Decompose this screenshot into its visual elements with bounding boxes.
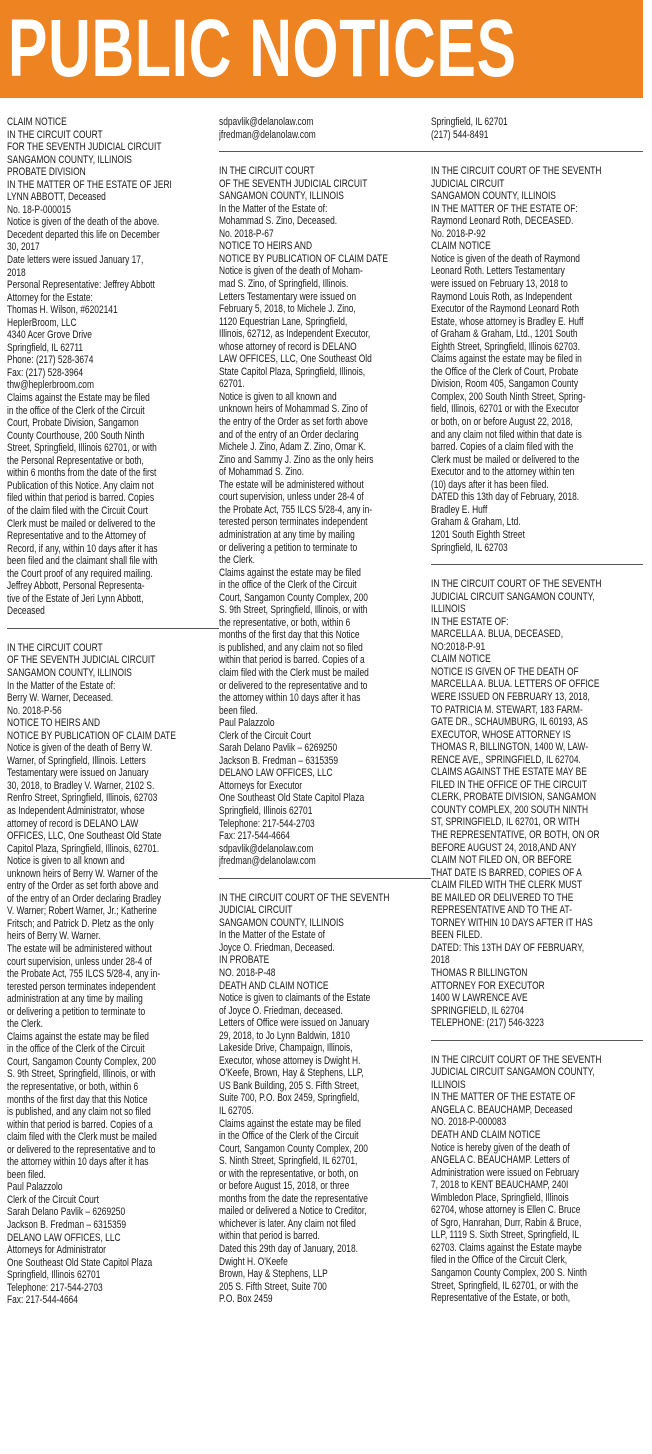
notice-line: ANGELA C. BEAUCHAMP. Letters of (431, 1154, 570, 1167)
notice-line: within that period is barred. Copies of a (219, 654, 365, 667)
notice-block (219, 165, 431, 879)
notice-column-3 (431, 116, 643, 1451)
notice-line: Claims against the estate may be filed (7, 1030, 149, 1043)
notice-line: Joyce O. Friedman, Deceased. (219, 941, 335, 954)
notice-line: DATED: This 13TH DAY OF FEBRUARY, (431, 941, 585, 954)
notice-line: NOTICE IS GIVEN OF THE DEATH OF (431, 665, 579, 678)
notice-line: claim filed with the Clerk must be mailed (219, 666, 369, 679)
notice-line: V. Warner; Robert Warner, Jr.; Katherine (7, 905, 157, 918)
notice-line: IN THE CIRCUIT COURT OF THE SEVENTH (219, 891, 390, 904)
notice-line: 1120 Equestrian Lane, Springfield, (219, 315, 348, 328)
notice-line: sdpavlik@delanolaw.com (219, 842, 314, 855)
notice-line: the representative, or both, within 6 (219, 616, 351, 629)
notice-line: Capitol Plaza, Springfield, Illinois, 62701. (7, 842, 160, 855)
notice-block (7, 642, 219, 1317)
notice-line: Division, Room 405, Sangamon County (431, 378, 579, 391)
notice-line: No. 18-P-000015 (7, 203, 71, 216)
notice-line: the Court proof of any required mailing. (7, 567, 153, 580)
notice-block (7, 116, 219, 629)
notice-line: IN THE ESTATE OF: (431, 615, 509, 628)
notice-line: NOTICE BY PUBLICATION OF CLAIM DATE (7, 729, 176, 742)
notice-line: OFFICES, LLC, One Southeast Old State (7, 830, 162, 843)
notice-line: ATTORNEY FOR EXECUTOR (431, 979, 545, 992)
notice-line: 2018 (7, 266, 26, 279)
notice-line: Notice is given of the death of the above. (7, 216, 160, 229)
notice-line: Raymond Louis Roth, as Independent (431, 290, 573, 303)
notice-line: Wimbledon Place, Springfield, Illinois (431, 1191, 569, 1204)
notice-line: LLP, 1119 S. Sixth Street, Springfield, IL (431, 1229, 579, 1242)
notice-line: 62703. Claims against the Estate maybe (431, 1241, 582, 1254)
notice-line: Paul Palazzolo (219, 717, 275, 730)
notice-line: In the Matter of the Estate of (219, 929, 325, 942)
notice-line: and of the entry of an Order declaring (219, 428, 359, 441)
notice-block (431, 578, 643, 1041)
notice-line: BEEN FILED. (431, 929, 483, 942)
notice-line: the attorney within 10 days after it has (7, 1156, 149, 1169)
notice-line: (10) days after it has been filed. (431, 478, 549, 491)
notice-line: REPRESENTATIVE AND TO THE AT- (431, 904, 572, 917)
notice-line: Representative and to the Attorney of (7, 530, 146, 543)
notice-line: LYNN ABBOTT, Deceased (7, 191, 106, 204)
notice-line: or both, on or before August 22, 2018, (431, 416, 573, 429)
notice-line: Sarah Delano Pavlik – 6269250 (219, 742, 338, 755)
notice-line: BE MAILED OR DELIVERED TO THE (431, 891, 574, 904)
notice-line: JUDICIAL CIRCUIT (431, 177, 505, 190)
notice-column-2 (219, 116, 431, 1451)
notice-line: 1400 W LAWRENCE AVE (431, 992, 528, 1005)
notice-line: TELEPHONE: (217) 546-3223 (431, 1017, 544, 1030)
notice-line: court supervision, unless under 28-4 of (219, 491, 364, 504)
notice-line: NOTICE TO HEIRS AND (7, 717, 101, 730)
notice-line: JUDICIAL CIRCUIT SANGAMON COUNTY, (431, 590, 595, 603)
notice-line: whose attorney of record is DELANO (219, 340, 357, 353)
notice-line: Claims against the estate may be filed (219, 566, 361, 579)
notice-line: County Courthouse, 200 South Ninth (7, 429, 145, 442)
notice-line: Complex, 200 South Ninth Street, Spring- (431, 390, 586, 403)
notice-line: is published, and any claim not so filed (219, 641, 363, 654)
notice-line: been filed. (7, 1168, 46, 1181)
notice-line: WERE ISSUED ON FEBRUARY 13, 2018, (431, 690, 590, 703)
notice-line: of Graham & Graham, Ltd., 1201 South (431, 328, 578, 341)
notice-line: In the Matter of the Estate of: (219, 202, 328, 215)
notice-line: (217) 544-8491 (431, 128, 489, 141)
notice-line: THOMAS R BILLINGTON (431, 967, 528, 979)
notice-line: 29, 2018, to Jo Lynn Baldwin, 1810 (219, 1029, 350, 1042)
notice-line: is published, and any claim not so filed (7, 1106, 151, 1119)
notice-line: Berry W. Warner, Deceased. (7, 692, 114, 705)
notice-line: of Joyce O. Friedman, deceased. (219, 1004, 343, 1017)
notice-line: mailed or delivered a Notice to Creditor, (219, 1205, 367, 1218)
notice-line: NO:2018-P-91 (431, 640, 486, 653)
notice-line: of the claim filed with the Circuit Court (7, 504, 148, 517)
notice-line: Notice is hereby given of the death of (431, 1141, 570, 1154)
notice-line: court supervision, unless under 28-4 of (7, 955, 152, 968)
notice-line: the attorney within 10 days after it has (219, 692, 361, 705)
notice-line: OF THE SEVENTH JUDICIAL CIRCUIT (219, 177, 368, 190)
notice-line: Springfield, IL 62703 (431, 541, 508, 554)
notice-line: 62701. (219, 378, 245, 391)
notice-line: months from the date the representative (219, 1192, 368, 1205)
notice-line: IN THE MATTER OF THE ESTATE OF (431, 1091, 576, 1104)
notice-line: Fax: 217-544-4664 (7, 1294, 78, 1307)
notice-line: No. 2018-P-56 (7, 704, 62, 717)
notice-line: attorney of record is DELANO LAW (7, 817, 139, 830)
notice-line: Telephone: 217-544-2703 (219, 817, 315, 830)
notice-line: The estate will be administered without (7, 943, 152, 955)
notice-line: The estate will be administered without (219, 478, 364, 491)
notice-block (219, 116, 431, 152)
notice-line: Fax: (217) 528-3964 (7, 366, 84, 379)
notice-line: Testamentary were issued on January (7, 767, 149, 780)
notice-line: Notice is given to claimants of the Estate (219, 992, 371, 1005)
notice-line: EXECUTOR, WHOSE ATTORNEY IS (431, 728, 571, 741)
notice-line: THOMAS R, BILLINGTON, 1400 W, LAW- (431, 741, 589, 754)
notice-line: In the Matter of the Estate of: (7, 679, 116, 692)
notice-line: jfredman@delanolaw.com (219, 128, 316, 141)
notice-line: Executor, whose attorney is Dwight H. (219, 1054, 361, 1067)
notice-line: the Clerk. (7, 1018, 43, 1031)
notice-line: TORNEY WITHIN 10 DAYS AFTER IT HAS (431, 916, 593, 929)
notice-line: Street, Springfield, Illinois 62701, or with (7, 442, 157, 455)
notice-line: administration at any time by mailing (7, 993, 143, 1006)
notice-line: CLAIM NOTICE (431, 240, 491, 253)
notice-line: S. Ninth Street, Springfield, IL 62701, (219, 1155, 358, 1168)
notice-line: JUDICIAL CIRCUIT SANGAMON COUNTY, (431, 1066, 595, 1079)
notice-line: Zino and Sammy J. Zino as the only heirs (219, 453, 374, 466)
notice-line: SANGAMON COUNTY, ILLINOIS (7, 666, 132, 679)
notice-line: SANGAMON COUNTY, ILLINOIS (219, 916, 344, 929)
notice-line: SANGAMON COUNTY, ILLINOIS (7, 153, 132, 166)
notice-line: State Capitol Plaza, Springfield, Illinois, (219, 365, 366, 378)
notice-line: in the office of the Clerk of the Circuit (7, 1043, 145, 1056)
notice-line: No. 2018-P-92 (431, 227, 486, 240)
notice-line: Date letters were issued January 17, (7, 254, 144, 267)
notice-line: in the office of the Clerk of the Circuit (219, 579, 357, 592)
notice-line: Clerk must be mailed or delivered to the (7, 517, 156, 530)
notice-line: Springfield, Illinois 62701 (7, 1269, 101, 1282)
notice-line: Jackson B. Fredman – 6315359 (7, 1219, 127, 1232)
notice-line: Deceased (7, 605, 45, 618)
notice-line: the representative, or both, within 6 (7, 1081, 139, 1094)
notice-line: Graham & Graham, Ltd. (431, 516, 521, 529)
notice-line: One Southeast Old State Capitol Plaza (7, 1256, 153, 1269)
notice-line: IN THE CIRCUIT COURT (219, 165, 315, 178)
notice-line: months of the first day that this Notice (219, 629, 360, 642)
notice-line: IN THE CIRCUIT COURT OF THE SEVENTH (431, 578, 602, 591)
notice-line: Court, Sangamon County Complex, 200 (7, 1055, 156, 1068)
notice-line: GATE DR., SCHAUMBURG, IL 60193, AS (431, 716, 588, 729)
notice-line: unknown heirs of Berry W. Warner of the (7, 867, 158, 880)
notice-line: tive of the Estate of Jeri Lynn Abbott, (7, 592, 144, 605)
notice-line: been filed and the claimant shall file with (7, 555, 158, 568)
notice-line: Phone: (217) 528-3674 (7, 354, 94, 367)
notice-line: the entry of the Order as set forth above (219, 416, 368, 429)
notice-line: CLAIMS AGAINST THE ESTATE MAY BE (431, 766, 587, 779)
notice-line: Court, Sangamon County Complex, 200 (219, 1142, 368, 1155)
notice-line: months of the first day that this Notice (7, 1093, 148, 1106)
notice-line: sdpavlik@delanolaw.com (219, 116, 314, 128)
notice-line: Notice is given to all known and (7, 855, 125, 868)
notice-line: Brown, Hay & Stephens, LLP (219, 1268, 328, 1281)
notice-block (219, 892, 431, 1316)
notice-line: whichever is later. Any claim not filed (219, 1217, 356, 1230)
notice-line: or delivered to the representative and to (219, 679, 368, 692)
notice-line: IN THE MATTER OF THE ESTATE OF: (431, 202, 578, 215)
notice-line: within 6 months from the date of the first (7, 467, 157, 480)
notice-line: heirs of Berry W. Warner. (7, 930, 101, 943)
notice-line: the Probate Act, 755 ILCS 5/28-4, any in- (7, 968, 161, 981)
notice-line: the Clerk. (219, 554, 255, 567)
notice-line: or delivering a petition to terminate to (219, 541, 358, 554)
notice-column-1 (7, 116, 219, 1451)
notice-line: Clerk must be mailed or delivered to the (431, 453, 580, 466)
notice-line: RENCE AVE,, SPRINGFIELD, IL 62704. (431, 753, 581, 766)
notice-line: ILLINOIS (431, 603, 466, 616)
notice-line: NOTICE BY PUBLICATION OF CLAIM DATE (219, 252, 388, 265)
notice-line: DELANO LAW OFFICES, LLC (7, 1231, 121, 1244)
notice-line: Suite 700, P.O. Box 2459, Springfield, (219, 1092, 360, 1105)
notice-line: 30, 2018, to Bradley V. Warner, 2102 S. (7, 779, 155, 792)
notice-line: Dwight H. O'Keefe (219, 1255, 288, 1268)
notice-line: S. 9th Street, Springfield, Illinois, or with (7, 1068, 156, 1081)
notice-line: were issued on February 13, 2018 to (431, 278, 568, 291)
notice-line: ST, SPRINGFIELD, IL 62701, OR WITH (431, 816, 580, 829)
notice-line: S. 9th Street, Springfield, Illinois, or with (219, 604, 368, 617)
notice-line: Claims against the estate may be filed in (431, 353, 582, 366)
notice-line: SANGAMON COUNTY, ILLINOIS (219, 190, 344, 203)
notice-line: Lakeside Drive, Champaign, Illinois, (219, 1042, 353, 1055)
notice-line: 205 S. Fifth Street, Suite 700 (219, 1280, 327, 1293)
notice-line: filed within that period is barred. Copies (7, 492, 155, 505)
notice-line: Clerk of the Circuit Court (219, 729, 311, 742)
notice-line: Telephone: 217-544-2703 (7, 1281, 103, 1294)
notice-line: or delivering a petition to terminate to (7, 1005, 146, 1018)
notice-line: 1201 South Eighth Street (431, 528, 525, 541)
notice-line: CLAIM FILED WITH THE CLERK MUST (431, 879, 583, 892)
notice-line: CLAIM NOTICE (431, 653, 491, 666)
notice-line: of Mohammad S. Zino. (219, 466, 304, 479)
notice-line: of the entry of an Order declaring Bradley (7, 892, 162, 905)
notice-line: Decedent departed this life on December (7, 228, 160, 241)
notice-line: Paul Palazzolo (7, 1181, 63, 1194)
notice-line: Publication of this Notice. Any claim not (7, 479, 154, 492)
notice-line: MARCELLA A. BLUA, DECEASED, (431, 628, 564, 641)
notice-line: entry of the Order as set forth above and (7, 880, 159, 893)
notice-line: February 5, 2018, to Michele J. Zino, (219, 303, 356, 316)
notice-block (431, 1054, 643, 1315)
notice-line: administration at any time by mailing (219, 528, 355, 541)
notice-line: the Probate Act, 755 ILCS 5/28-4, any in- (219, 503, 373, 516)
notice-line: terested person terminates independent (7, 980, 156, 993)
notice-line: the Personal Representative or both, (7, 454, 144, 467)
notice-line: Court, Sangamon County Complex, 200 (219, 591, 368, 604)
notice-line: Notice is given of the death of Raymond (431, 252, 580, 265)
notice-line: in the office of the Clerk of the Circuit (7, 404, 145, 417)
notice-line: Executor of the Raymond Leonard Roth (431, 303, 579, 316)
notice-line: Fax: 217-544-4664 (219, 830, 290, 843)
notice-line: FILED IN THE OFFICE OF THE CIRCUIT (431, 778, 588, 791)
notice-line: of Sgro, Hanrahan, Durr, Rabin & Bruce, (431, 1216, 582, 1229)
notice-line: CLAIM NOTICE (7, 116, 67, 128)
notice-line: One Southeast Old State Capitol Plaza (219, 792, 365, 805)
notice-line: Thomas H. Wilson, #6202141 (7, 304, 118, 317)
notice-line: HeplerBroom, LLC (7, 316, 77, 329)
notice-line: field, Illinois, 62701 or with the Executor (431, 403, 579, 416)
notice-line: and any claim not filed within that date is (431, 428, 582, 441)
notice-line: Illinois, 62712, as Independent Executor, (219, 328, 371, 341)
notice-line: CLAIM NOT FILED ON, OR BEFORE (431, 854, 572, 867)
notice-line: O'Keefe, Brown, Hay & Stephens, LLP, (219, 1067, 364, 1080)
notice-line: Notice is given of the death of Moham- (219, 265, 363, 278)
notice-line: Springfield, Illinois 62701 (219, 804, 313, 817)
notice-line: Sarah Delano Pavlik – 6269250 (7, 1206, 126, 1219)
notice-line: within that period is barred. (219, 1230, 320, 1243)
notice-line: JUDICIAL CIRCUIT (219, 904, 293, 917)
notice-line: Personal Representative: Jeffrey Abbott (7, 279, 155, 292)
notice-line: DATED this 13th day of February, 2018. (431, 491, 580, 504)
notice-line: Michele J. Zino, Adam Z. Zino, Omar K. (219, 441, 367, 454)
notice-line: TO PATRICIA M. STEWART, 183 FARM- (431, 703, 583, 716)
notice-line: jfredman@delanolaw.com (219, 855, 316, 868)
notice-line: IL 62705. (219, 1105, 254, 1118)
notice-line: Fritsch; and Patrick D. Pletz as the only (7, 917, 154, 930)
notice-line: Jeffrey Abbott, Personal Representa- (7, 580, 145, 593)
notice-line: OF THE SEVENTH JUDICIAL CIRCUIT (7, 654, 156, 667)
notice-line: NOTICE TO HEIRS AND (219, 240, 313, 253)
notice-line: SANGAMON COUNTY, ILLINOIS (431, 190, 556, 203)
notice-line: Administration were issued on February (431, 1166, 579, 1179)
notice-line: ILLINOIS (431, 1078, 466, 1091)
notice-line: Court, Probate Division, Sangamon (7, 417, 139, 430)
notice-line: mad S. Zino, of Springfield, Illinois. (219, 278, 349, 291)
notice-line: LAW OFFICES, LLC, One Southeast Old (219, 353, 372, 366)
notice-line: IN THE CIRCUIT COURT (7, 641, 103, 654)
notice-line: the Office of the Clerk of Court, Probate (431, 365, 579, 378)
notice-line: in the Office of the Clerk of the Circuit (219, 1130, 359, 1143)
notice-line: Notice is given of the death of Berry W. (7, 742, 153, 755)
notice-line: CLERK, PROBATE DIVISION, SANGAMON (431, 791, 597, 804)
notice-line: Executor and to the attorney within ten (431, 466, 575, 479)
notice-line: DELANO LAW OFFICES, LLC (219, 767, 333, 780)
page-title: PUBLIC NOTICES (8, 3, 517, 94)
notice-line: within that period is barred. Copies of a (7, 1118, 153, 1131)
notice-line: NO. 2018-P-000083 (431, 1116, 507, 1129)
notice-line: Leonard Roth. Letters Testamentary (431, 265, 565, 278)
notice-line: Attorneys for Executor (219, 779, 303, 792)
notice-line: filed in the Office of the Circuit Clerk, (431, 1254, 568, 1267)
notice-line: 62704, whose attorney is Ellen C. Bruce (431, 1204, 581, 1217)
notice-line: Renfro Street, Springfield, Illinois, 62703 (7, 792, 158, 805)
notice-line: IN THE CIRCUIT COURT (7, 128, 103, 141)
notice-line: claim filed with the Clerk must be mailed (7, 1131, 157, 1144)
notice-line: DEATH AND CLAIM NOTICE (219, 979, 329, 992)
notice-line: Clerk of the Circuit Court (7, 1193, 99, 1206)
notice-line: MARCELLA A. BLUA. LETTERS OF OFFICE (431, 678, 600, 691)
notice-line: Estate, whose attorney is Bradley E. Huff (431, 315, 584, 328)
notice-line: Warner, of Springfield, Illinois. Letters (7, 754, 146, 767)
notice-line: Jackson B. Fredman – 6315359 (219, 754, 339, 767)
notice-line: THE REPRESENTATIVE, OR BOTH, ON OR (431, 828, 600, 841)
notice-line: COUNTY COMPLEX, 200 SOUTH NINTH (431, 803, 589, 816)
notice-line: P.O. Box 2459 (219, 1293, 273, 1306)
public-notices-banner (0, 0, 643, 98)
notice-line: Attorneys for Administrator (7, 1244, 106, 1257)
notice-block (431, 116, 643, 152)
notice-line: Springfield, IL 62711 (7, 341, 84, 354)
notice-line: unknown heirs of Mohammad S. Zino of (219, 403, 368, 416)
notice-line: SPRINGFIELD, IL 62704 (431, 1004, 525, 1017)
notice-line: Record, if any, within 10 days after it has (7, 542, 158, 555)
notice-line: BEFORE AUGUST 24, 2018,AND ANY (431, 841, 577, 854)
notice-line: or delivered to the representative and to (7, 1143, 156, 1156)
notice-line: Springfield, IL 62701 (431, 116, 508, 128)
notice-line: Letters Testamentary were issued on (219, 290, 357, 303)
notice-line: IN PROBATE (219, 954, 270, 967)
notice-line: Raymond Leonard Roth, DECEASED. (431, 215, 574, 228)
notice-line: Bradley E. Huff (431, 503, 488, 516)
notice-line: DEATH AND CLAIM NOTICE (431, 1129, 541, 1142)
notice-line: terested person terminates independent (219, 516, 368, 529)
notice-line: Representative of the Estate, or both, (431, 1292, 571, 1305)
notice-line: or before August 15, 2018, or three (219, 1180, 350, 1193)
notice-line: Letters of Office were issued on January (219, 1017, 370, 1030)
notice-line: Claims against the estate may be filed (219, 1117, 361, 1130)
notice-line: FOR THE SEVENTH JUDICIAL CIRCUIT (7, 141, 162, 154)
notice-line: been filed. (219, 704, 258, 717)
notice-line: 2018 (431, 954, 450, 967)
notice-line: thw@heplerbroom.com (7, 379, 94, 392)
notice-line: IN THE CIRCUIT COURT OF THE SEVENTH (431, 165, 602, 178)
notice-line: 30, 2017 (7, 241, 40, 254)
notice-line: THAT DATE IS BARRED, COPIES OF A (431, 866, 582, 879)
notice-line: No. 2018-P-67 (219, 227, 274, 240)
notice-line: or with the representative, or both, on (219, 1167, 359, 1180)
notice-line: PROBATE DIVISION (7, 166, 86, 179)
notice-line: Claims against the Estate may be filed (7, 392, 150, 405)
notice-line: US Bank Building, 205 S. Fifth Street, (219, 1079, 360, 1092)
notice-line: Dated this 29th day of January, 2018. (219, 1243, 358, 1256)
notice-line: Mohammad S. Zino, Deceased. (219, 215, 338, 228)
notice-line: Street, Springfield, IL 62701, or with the (431, 1279, 579, 1292)
notice-line: Attorney for the Estate: (7, 291, 93, 304)
notice-line: barred. Copies of a claim filed with the (431, 441, 574, 454)
notice-line: as Independent Administrator, whose (7, 804, 145, 817)
notice-block (431, 165, 643, 565)
notice-line: IN THE CIRCUIT COURT OF THE SEVENTH (431, 1053, 602, 1066)
notice-line: IN THE MATTER OF THE ESTATE OF JERI (7, 178, 172, 191)
notice-line: 4340 Acer Grove Drive (7, 329, 92, 342)
notice-line: ANGELA C. BEAUCHAMP, Deceased (431, 1103, 573, 1116)
notice-line: Notice is given to all known and (219, 390, 337, 403)
notice-line: 7, 2018 to KENT BEAUCHAMP, 240I (431, 1179, 569, 1192)
notice-line: NO. 2018-P-48 (219, 967, 276, 979)
notice-line: Eighth Street, Springfield, Illinois 62703. (431, 340, 580, 353)
notice-line: Sangamon County Complex, 200 S. Ninth (431, 1267, 587, 1280)
